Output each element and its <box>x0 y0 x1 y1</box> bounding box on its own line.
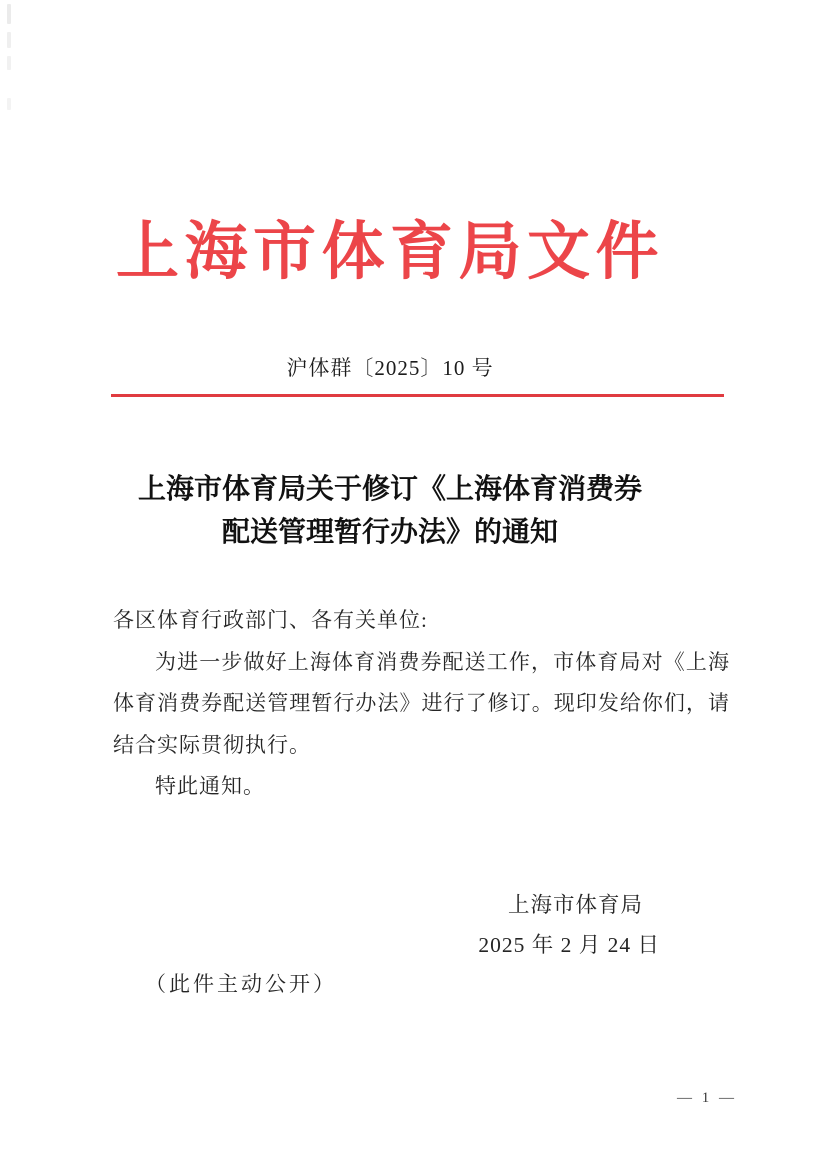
signature-date: 2025 年 2 月 24 日 <box>478 933 660 957</box>
signature-agency: 上海市体育局 <box>507 893 643 917</box>
red-divider-line <box>111 394 724 397</box>
disclosure-note: （此件主动公开） <box>145 972 337 996</box>
document-body <box>113 600 730 808</box>
scan-artifact <box>7 98 11 110</box>
document-number: 沪体群〔2025〕10 号 <box>286 356 494 380</box>
scan-artifact <box>7 56 11 70</box>
scan-artifact <box>7 4 11 24</box>
page-number: — 1 — <box>677 1090 737 1106</box>
document-title-line2: 配送管理暂行办法》的通知 <box>221 517 558 548</box>
scan-artifact <box>7 32 11 48</box>
body-paragraph: 为进一步做好上海体育消费券配送工作，市体育局对《上海体育消费券配送管理暂行办法》进行了修订。现印发给你们，请结合实际贯彻执行。 <box>113 649 730 757</box>
salutation: 各区体育行政部门、各有关单位: <box>113 608 428 632</box>
document-title-line1: 上海市体育局关于修订《上海体育消费券 <box>137 474 642 505</box>
agency-masthead: 上海市体育局文件 <box>116 217 664 287</box>
document-title <box>56 468 724 554</box>
body-paragraph: 特此通知。 <box>155 774 265 798</box>
